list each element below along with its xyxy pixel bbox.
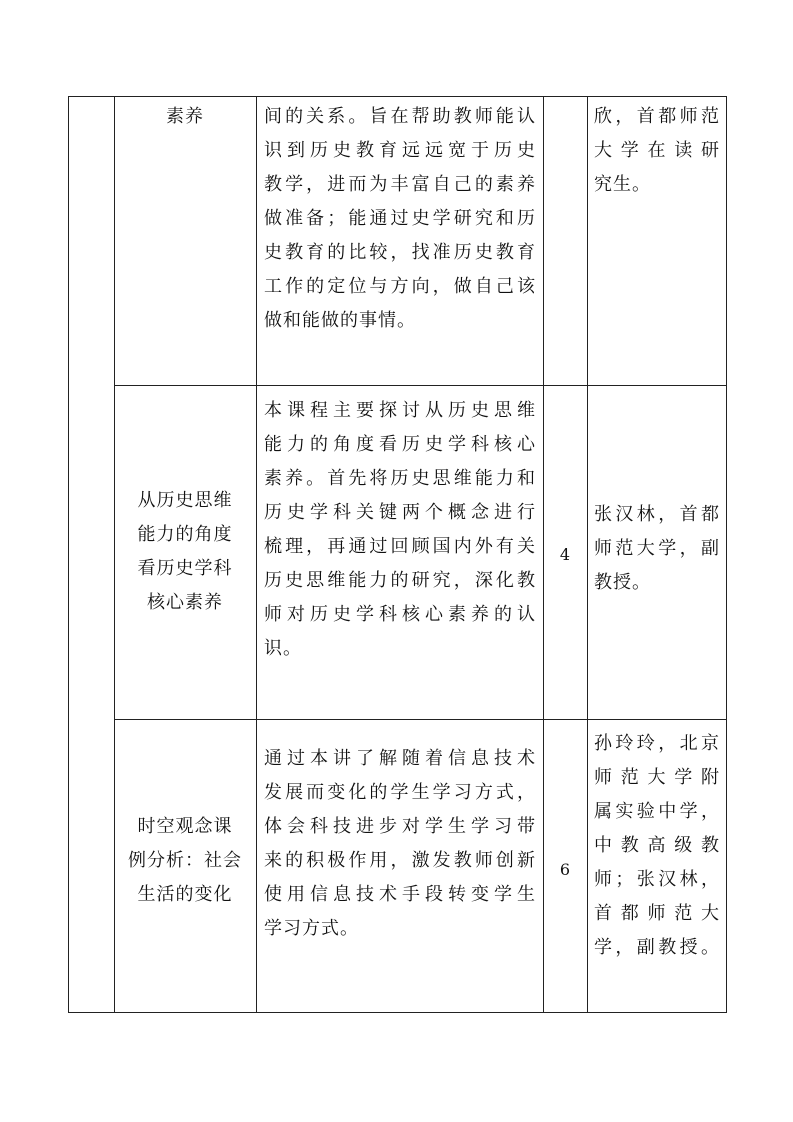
course-title: [114, 484, 256, 620]
course-title: [114, 810, 256, 912]
desc-line: 师对历史学科核心素养的认: [264, 604, 536, 625]
course-title-line: 从历史思维: [137, 490, 233, 511]
course-title-line: 能力的角度: [137, 524, 233, 545]
desc-line: 间的关系。旨在帮助教师能认: [264, 106, 536, 127]
desc-line: 学习方式。: [264, 918, 359, 939]
desc-line: 识。: [264, 638, 302, 659]
instructor-info: [594, 100, 720, 202]
desc-line: 能力的角度看历史学科核心: [264, 434, 536, 455]
course-hours: 4: [559, 545, 571, 564]
desc-line: 使用信息技术手段转变学生: [264, 884, 536, 905]
desc-line: 本课程主要探讨从历史思维: [264, 400, 536, 421]
course-description: [264, 742, 536, 946]
course-title-line: 核心素养: [147, 592, 223, 613]
desc-line: 做准备；能通过史学研究和历: [264, 208, 536, 229]
desc-line: 发展而变化的学生学习方式，: [264, 782, 536, 803]
course-title-line: 时空观念课: [137, 816, 233, 837]
instructor-line: 中教高级教: [594, 835, 720, 856]
instructor-line: 欣，首都师范: [594, 106, 720, 127]
course-description: [264, 100, 536, 338]
column-divider: [256, 96, 257, 1013]
table-border-top: [68, 96, 727, 97]
row-divider: [114, 385, 727, 386]
instructor-line: 属实验中学，: [594, 801, 720, 822]
course-title-line: 看历史学科: [137, 558, 233, 579]
table-border-left: [68, 96, 69, 1013]
row-divider: [114, 719, 727, 720]
instructor-line: 孙玲玲，北京: [594, 733, 720, 754]
desc-line: 工作的定位与方向，做自己该: [264, 276, 536, 297]
instructor-line: 师；张汉林，: [594, 869, 720, 890]
desc-line: 体会科技进步对学生学习带: [264, 816, 536, 837]
desc-line: 教学，进而为丰富自己的素养: [264, 174, 536, 195]
course-title: [114, 100, 256, 134]
desc-line: 素养。首先将历史思维能力和: [264, 468, 536, 489]
instructor-line: 师范大学，副: [594, 538, 720, 559]
desc-line: 做和能做的事情。: [264, 310, 416, 331]
desc-line: 通过本讲了解随着信息技术: [264, 748, 536, 769]
desc-line: 历史学科关键两个概念进行: [264, 502, 536, 523]
instructor-line: 教授。: [594, 572, 651, 593]
desc-line: 来的积极作用，激发教师创新: [264, 850, 536, 871]
instructor-info: [594, 498, 720, 600]
instructor-line: 首都师范大: [594, 903, 720, 924]
desc-line: 史教育的比较，找准历史教育: [264, 242, 536, 263]
instructor-line: 张汉林，首都: [594, 504, 720, 525]
table-border-bottom: [68, 1012, 727, 1013]
course-hours: 6: [559, 860, 571, 879]
course-title-line: 生活的变化: [137, 884, 233, 905]
desc-line: 历史思维能力的研究，深化教: [264, 570, 536, 591]
instructor-line: 究生。: [594, 174, 651, 195]
instructor-line: 师范大学附: [594, 767, 720, 788]
table-border-right: [726, 96, 727, 1013]
instructor-line: 大学在读研: [594, 140, 720, 161]
desc-line: 梳理，再通过回顾国内外有关: [264, 536, 536, 557]
course-title-line: 素养: [166, 106, 204, 127]
course-title-line: 例分析：社会: [128, 850, 242, 871]
instructor-info: [594, 727, 720, 965]
column-divider: [587, 96, 588, 1013]
desc-line: 识到历史教育远远宽于历史: [264, 140, 536, 161]
instructor-line: 学，副教授。: [594, 937, 720, 958]
course-description: [264, 394, 536, 666]
